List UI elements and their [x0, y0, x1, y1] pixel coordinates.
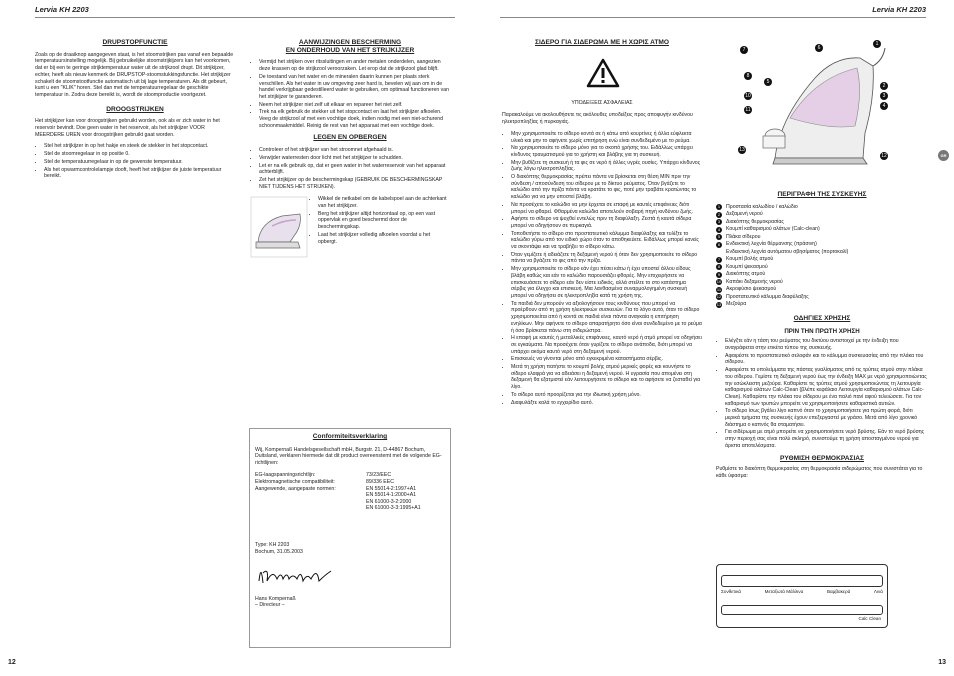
- list-item: • Als het opwarmcontrolelampje dooft, heeft het strijkijzer de juiste temperatuur bereikt.: [44, 167, 235, 180]
- signature: [255, 559, 335, 589]
- callout-number: 6: [815, 44, 823, 52]
- conformity-value: EN 61000-3-3:1995+A1: [366, 505, 421, 512]
- part-item: [716, 234, 928, 241]
- list-item: • Μην βυθίζετε τη συσκευή ή τα φις σε νερό ή άλλες υγρές ουσίες. Υπάρχει κίνδυνος ζωής λόγω ηλεκτροπληξίας.: [511, 160, 702, 173]
- list-item: • Αφαιρέστε το προστατευτικό σελοφάν και το κάλυμμα συσκευασίας από την πλάκα του σίδερου.: [725, 353, 928, 366]
- temperature-text: Ρυθμίστε το διακόπτη θερμοκρασίας στη θερμοκρασία σιδερώματος που συνιστάται για το κάθε ύφασμα:: [716, 466, 923, 479]
- part-number: 8: [717, 264, 721, 270]
- droogstrijken-text: Het strijkijzer kan voor droogstrijken gebruikt worden, ook als er zich water in het reservoir bevindt. Doe geen water in het reservoir, als het strijkijzer VOOR MEERDERE UREN voor droogstrijken gebruikt gaat worden.: [35, 118, 220, 138]
- part-label: Μεζούρα: [726, 301, 747, 308]
- right-column-2: [716, 192, 928, 485]
- conformity-row: [255, 486, 445, 493]
- conformity-value: 89/336 EEC: [366, 478, 394, 485]
- conformity-place-date: Bochum, 31.05.2003: [255, 548, 303, 555]
- part-item: [716, 256, 928, 263]
- part-item: [716, 286, 928, 293]
- callout-number: 7: [740, 46, 748, 54]
- conformity-label: [255, 505, 366, 512]
- part-label: Διακόπτης ατμού: [726, 271, 766, 278]
- aanwijzingen-list: [250, 59, 450, 129]
- conformity-label: Elektromagnetische compatibiliteit:: [255, 478, 335, 485]
- aanwijzingen-heading-2: EN ONDERHOUD VAN HET STRIJKIJZER: [285, 46, 415, 54]
- part-number: 2: [717, 211, 721, 217]
- safety-intro: Παρακαλούμε να ακολουθήσετε τις ακόλουθες υποδείξεις προς αποφυγήν κινδύνου ηλεκτροπληξίας ή πυρκαγιάς.: [502, 112, 693, 126]
- part-item: [716, 211, 928, 218]
- list-item: • Ο διακόπτης θερμοκρασίας πρέπει πάντα να βρίσκεται στη θέση MIN πριν την σύνδεση / αποσύνδεση του σίδερου με το δίκτυο ρεύματος. Όταν βγάζετε το καλώδιο από την πρίζα πάντα να κρατάτε το φις, ποτέ μην τραβάτε κρατώντας το καλώδιο για να μην υποστεί βλάβη.: [511, 174, 702, 201]
- part-label: Κουμπί βολής ατμού: [726, 256, 774, 263]
- list-item: • Τοποθετήστε το σίδερο στο προστατευτικό κάλυμμα διαφύλαξης και τυλίξτε το καλώδιο γύρω από τον ειδικό χώρο όταν το αποθηκεύετε. Ειδάλλως μπορεί κανείς να σκοντάψει και να τραβήξει το σίδερο κάτω.: [511, 231, 702, 251]
- list-item: • Zet het strijkijzer op de beschermingskap (GEBRUIK DE BESCHERMINGSKAP NIET TIJDENS HET STRIJKEN).: [259, 177, 450, 190]
- right-header: Lervia KH 2203: [872, 5, 926, 14]
- part-number: 3: [717, 219, 721, 225]
- safety-heading: ΣΙΔΕΡΟ ΓΙΑ ΣΙΔΕΡΩΜΑ ΜΕ Η ΧΩΡΙΣ ΑΤΜΟ: [534, 39, 669, 46]
- list-item: • Όταν γεμίζετε ή αδειάζετε τη δεξαμενή νερού ή όταν δεν χρησιμοποιείτε το σίδερο πάντα να βγάζετε το φις από την πρίζα.: [511, 252, 702, 265]
- list-item: • Επισκευές να γίνονται μόνο από εγκεκριμένα καταστήματα σέρβις.: [511, 356, 702, 363]
- list-item: • Να χρησιμοποιείτε το σίδερο μόνο για το σκοπό χρήσης του. Ειδάλλως υπάρχει κίνδυνος τραυματισμού για το χρήστη και βλάβης για τη συσκευή.: [511, 145, 702, 158]
- part-item: [716, 204, 928, 211]
- part-number: 13: [716, 301, 722, 307]
- part-item: [716, 294, 928, 301]
- list-item: • Wikkel de netkabel om de kabelspoel aan de achterkant van het strijkijzer.: [318, 196, 450, 209]
- opbergen-list-2: [308, 196, 450, 252]
- temperature-dial-diagram: [716, 564, 888, 628]
- conformity-value: EN 55014-1:2000+A1: [366, 492, 417, 499]
- left-column-1: [35, 40, 235, 186]
- part-label: Δεξαμενή νερού: [726, 211, 763, 218]
- description-heading: ΠΕΡΙΓΡΑΦΗ ΤΗΣ ΣΥΣΚΕΥΗΣ: [777, 191, 867, 198]
- list-item: • Το σίδερο ίσως βγάλει λίγο καπνό όταν το χρησιμοποιήσετε για πρώτη φορά, διότι μερικά τμήματα της συσκευής έχουν επεξεργαστεί με γράσο. Μετά από λίγο χρονικό διάστημα ο καπνός θα σταματήσει.: [725, 408, 928, 428]
- part-label: Ενδεικτική λυχνία αυτόματου σβησίματος (πορτοκαλί): [726, 248, 849, 255]
- instructions-heading: ΟΔΗΓΙΕΣ ΧΡΗΣΗΣ: [793, 314, 851, 322]
- list-item: • Verwijder waterresten door licht met het strijkijzer te schudden.: [259, 155, 450, 162]
- opbergen-figure-row: [250, 196, 450, 258]
- part-number: 9: [717, 271, 721, 277]
- part-number: 10: [716, 279, 722, 285]
- list-item: • Η επαφή με καυτές ή μεταλλικές επιφάνειες, καυτό νερό ή ατμό μπορεί να οδηγήσει σε εγκαύματα. Να προσέχετε όταν γυρίζετε το σίδερο ανάποδα, διότι μπορεί να υπάρχει ακόμα καυτό νερό στη δεξαμενή νερού.: [511, 335, 702, 355]
- callout-number: 3: [880, 92, 888, 100]
- part-label: Προστασία καλωδίου / καλώδιο: [726, 203, 798, 210]
- list-item: • Stel het strijkijzer in op het hakje en steek de stekker in het stopcontact.: [44, 143, 235, 150]
- list-item: • Stel de stoomregelaar in op positie 0.: [44, 151, 235, 158]
- part-item: [716, 279, 928, 286]
- callout-number: 10: [745, 93, 751, 100]
- callout-number: 12: [881, 153, 887, 160]
- conformity-row: [255, 479, 445, 486]
- list-item: • Μετά τη χρήση πατήστε το κουμπί βολής ατμού μερικές φορές και κουνήστε το σίδερο ελαφρά για να αδειάσει η δεξαμενή νερού. Η υγρασία που απομένει στη δεξαμενή θα εξατμιστεί εάν λειτουργήσετε το σίδερο και το αφήσετε να ζεσταθεί για λίγο.: [511, 364, 702, 391]
- list-item: • Controleer of het strijkijzer van het stroomnet afgehaald is.: [259, 147, 450, 154]
- conformity-row: [255, 492, 445, 499]
- calc-clean-label: Calc Clean: [858, 616, 881, 621]
- list-item: • Neem het strijkijzer niet zelf uit elkaar en repareer het niet zelf.: [259, 102, 450, 109]
- right-page-number: 13: [938, 659, 946, 666]
- part-number: 12: [716, 294, 722, 300]
- language-tab: GR: [938, 150, 949, 161]
- part-item: [716, 219, 928, 226]
- part-number: 7: [717, 256, 721, 262]
- list-item: • Laat het strijkijzer volledig afkoelen voordat u het opbergt.: [318, 232, 450, 245]
- list-item: • Berg het strijkijzer altijd horizontaal op, op een vast oppervlak en goed beschermd door de beschermingskap.: [318, 211, 450, 231]
- part-label: Ακροφύσιο ψεκασμού: [726, 286, 777, 293]
- droogstrijken-heading: DROOGSTRIJKEN: [106, 105, 164, 113]
- conformity-type: Type: KH 2203: [255, 541, 290, 548]
- warning-icon: [586, 58, 620, 88]
- safety-list: [502, 131, 702, 406]
- list-item: • Stel de temperatuurregelaar in op de gewenste temperatuur.: [44, 159, 235, 166]
- instructions-list: [716, 338, 928, 449]
- conformity-title: Conformiteitsverklaring: [312, 433, 388, 440]
- callout-number: 8: [744, 72, 752, 80]
- part-item: [716, 226, 928, 233]
- callout-number: 4: [880, 102, 888, 110]
- drupstop-text: Zoals op de draaiknop aangegeven staat, is het stoomstrijken pas vanaf een bepaalde temperatuursinstelling mogelijk. Bij gebruikelijke stoomstrijkijzers kan het voorkomen, dat er bij een te geringe strijktemperatuur water uit de strijkzool drupt. Dit strijkijzer, echter, heeft als nieuw kenmerk de DRUPSTOP-stoomstukkingsfunctie. Het strijkijzer schakelt de stoomstootfunctie automatisch uit bij lage temperaturen. Als dit gebeurt, kunt u een "KLIK" horen. Stel dan met de temperatuurregelaar de geschikte temperatuur in. Zodra deze bereikt is, wordt de stoomproductie voortgezet.: [35, 51, 234, 98]
- safety-subtitle: ΥΠΟΔΕΙΞΕΙΣ ΑΣΦΑΛΕΙΑΣ: [571, 99, 633, 106]
- callout-number: 2: [880, 82, 888, 90]
- part-number: 6: [717, 241, 721, 247]
- left-header: Lervia KH 2203: [35, 5, 89, 14]
- iron-diagram: [735, 38, 895, 173]
- list-item: • Για σιδέρωμα με ατμό μπορείτε να χρησιμοποιήσετε νερό βρύσης. Εάν το νερό βρύσης στην περιοχή σας είναι πολύ σκληρό, συνιστούμε τη χρήση αποσταγμένου νερού για άριστα αποτελέσματα.: [725, 429, 928, 449]
- part-item: [716, 271, 928, 278]
- conformity-row: [255, 499, 445, 506]
- dial-label: Βαμβακερά: [826, 589, 851, 594]
- conformity-row: [255, 505, 445, 512]
- opbergen-list: [250, 147, 450, 190]
- aanwijzingen-heading-1: AANWIJZINGEN BESCHERMING: [298, 39, 402, 46]
- iron-on-cap-illustration: [250, 196, 308, 258]
- conformity-row: [255, 472, 445, 479]
- list-item: • Αφαιρέστε τα υπολείμματα της πάστας γυαλίσματος από τις τρύπες ατμού στην πλάκα του σίδερου. Γεμίστε τη δεξαμενή νερού έως την ένδειξη MAX με νερό χρησιμοποιώντας την εσώκλειστη μεζούρα. Καθαρίστε τις τρύπες ατμού χρησιμοποιώντας τη λειτουργία καθαρισμού αλάτων Calc-Clean (βλέπε κεφάλαιο Λειτουργία καθαρισμού αλάτων Calc-Clean). Καθαρίστε την πλάκα του σίδερου με ένα παλιό πανί αφού τελειώσετε. Για τον καθαρισμό των τρυπών μπορείτε να χρησιμοποιήσετε καθαριστικά αυτιών.: [725, 367, 928, 407]
- part-item: [716, 249, 928, 256]
- list-item: • Ελέγξτε εάν η τάση του ρεύματος του δικτύου αντιστοιχεί με την ένδειξη που αναγράφεται στην ετικέτα τύπου της συσκευής.: [725, 338, 928, 351]
- right-header-rule: [500, 17, 926, 18]
- list-item: • Το σίδερο αυτό προορίζεται για την ιδιωτική χρήση μόνο.: [511, 392, 702, 399]
- part-label: Κουμπί καθαρισμού αλάτων (Calc-clean): [726, 226, 820, 233]
- temperature-heading: ΡΥΘΜΙΣΗ ΘΕΡΜΟΚΡΑΣΙΑΣ: [779, 454, 865, 462]
- part-label: Διακόπτης θερμοκρασίας: [726, 218, 784, 225]
- conformity-label: EG-laagspanningsrichtlijn:: [255, 472, 316, 479]
- callout-number: 1: [873, 40, 881, 48]
- part-label: Πλάκα σίδερου: [726, 233, 761, 240]
- drupstop-heading: DRUPSTOPFUNCTIE: [102, 39, 168, 46]
- callout-number: 13: [739, 147, 745, 154]
- part-label: Ενδεικτική λυχνία θέρμανσης (πράσινη): [726, 241, 817, 248]
- list-item: • De toestand van het water en de mineralen daarin kunnen per plaats sterk verschillen. Als het water in uw omgeving zeer hard is, bevelen wij aan om in de handel verkrijgbaar gedestilleerd water te gebruiken, om optimaal functioneren van het strijkijzer te garanderen.: [259, 74, 450, 101]
- conformity-signer: Hans Kompernaß: [255, 595, 296, 602]
- callout-number: 11: [745, 107, 751, 114]
- parts-list: [716, 204, 928, 308]
- conformity-table: [255, 472, 445, 512]
- conformity-value: EN 61000-3-2:2000: [366, 498, 412, 505]
- part-number: 5: [717, 234, 721, 240]
- dial-label: Λινά: [873, 589, 883, 594]
- list-item: • Μην χρησιμοποιείτε το σίδερο εάν έχει πέσει κάτω ή έχει υποστεί άλλου είδους βλάβη καθώς και εάν το καλώδιο παρουσιάζει φθορές. Μην επιχειρήσετε να επισκευάσετε το σίδερο εάν δεν είστε ειδικός, αλλά στείλτε το στο κατάστημα σέρβις για έλεγχο και επισκευή. Μια λανθασμένα συναρμολογημένη συσκευή μπορεί να οδηγήσει σε ηλεκτροπληξία κατά τη χρήση της.: [511, 266, 702, 300]
- conformity-label: Aangewende, aangepaste normen:: [255, 485, 336, 492]
- conformity-value: EN 55014-2:1997+A1: [366, 485, 417, 492]
- instructions-subheading: ΠΡΙΝ ΤΗΝ ΠΡΩΤΗ ΧΡΗΣΗ: [784, 327, 860, 335]
- part-label: Προστατευτικό κάλυμμα διαφύλαξης: [726, 293, 809, 300]
- list-item: • Vermijd het strijken over ritssluitingen en ander metalen onderdelen, aangezien deze krassen op de strijkzool veroorzaken. Let erop dat de strijkzool glad blijft.: [259, 59, 450, 72]
- dial-label: Μεταξωτά Μάλλινα: [764, 589, 804, 594]
- left-page-number: 12: [8, 659, 16, 666]
- part-number: 11: [716, 286, 722, 292]
- part-label: Κουμπί ψεκασμού: [726, 263, 768, 270]
- conformity-intro: Wij, Kompernaß Handelsgesellschaft mbH, Burgstr. 21, D-44867 Bochum, Duitsland, verklaren hiermede dat dit product overeenstemt met de volgende EG-richtlijnen:: [255, 446, 442, 466]
- left-column-2: [250, 40, 450, 258]
- opbergen-heading: LEGEN EN OPBERGEN: [313, 134, 387, 142]
- conformity-role: – Directeur –: [255, 602, 285, 609]
- list-item: • Trek na elk gebruik de stekker uit het stopcontact en laat het strijkijzer afkoelen. Veeg de strijkzool af met een vochtige doek, indien nodig met een niet-schurend schoonmaakmiddel. Reinig de rest van het apparaat met een vochtige doek.: [259, 109, 450, 129]
- list-item: • Διαφυλάξτε καλά το εγχειρίδιο αυτό.: [511, 400, 702, 407]
- right-column-1: [502, 40, 702, 412]
- part-item: [716, 301, 928, 308]
- conformity-box: [249, 428, 451, 648]
- list-item: • Τα παιδιά δεν μπορούν να αξιολογήσουν τους κινδύνους που μπορεί να προέρθουν από τη χρήση ηλεκτρικών συσκευών. Για το λόγο αυτό, όταν το σίδερο χρησιμοποιείται από ή κοντά σε παιδιά είναι πάντα αναγκαία η επιτήρηση ενηλίκων. Μην αφήνετε το σίδερο απαρατήρητο όσο είναι συνδεδεμένο με το ρεύμα ή όσο βρίσκεται πάνω στη σιδερώστρα.: [511, 301, 702, 335]
- list-item: • Αφήστε το σίδερο να ψυχθεί εντελώς πριν τη διαφύλαξη. Ζεστά ή καυτά σίδερα μπορεί να οδηγήσουν σε πυρκαγιά.: [511, 216, 702, 229]
- droogstrijken-list: [35, 143, 235, 180]
- conformity-label: [255, 492, 366, 499]
- part-label: Καπάκι δεξαμενής νερού: [726, 278, 783, 285]
- list-item: • Let er na elk gebruik op, dat er geen water in het waterreservoir van het apparaat achterblijft.: [259, 163, 450, 176]
- part-number: 4: [717, 226, 721, 232]
- dial-label: Συνθετικά: [721, 589, 741, 594]
- conformity-label: [255, 499, 366, 506]
- left-header-rule: [35, 17, 455, 18]
- part-item: [716, 241, 928, 248]
- part-item: [716, 264, 928, 271]
- conformity-value: 73/23/EEC: [366, 472, 392, 479]
- list-item: • Μην χρησιμοποιείτε το σίδερο κοντά σε ή κάτω από κουρτίνες ή άλλα εύφλεκτα υλικά και μην το αφήνετε χωρίς επιτήρηση ενώ είναι συνδεδεμένο με το ρεύμα.: [511, 131, 702, 144]
- list-item: • Να προσέχετε το καλώδιο να μην έρχεται σε επαφή με καυτές επιφάνειες διότι μπορεί να φθαρεί. Φθαρμένα καλώδια αποτελούν σοβαρή πηγή κινδύνου ζωής.: [511, 202, 702, 215]
- callout-number: 5: [764, 78, 772, 86]
- part-number: 1: [717, 204, 721, 210]
